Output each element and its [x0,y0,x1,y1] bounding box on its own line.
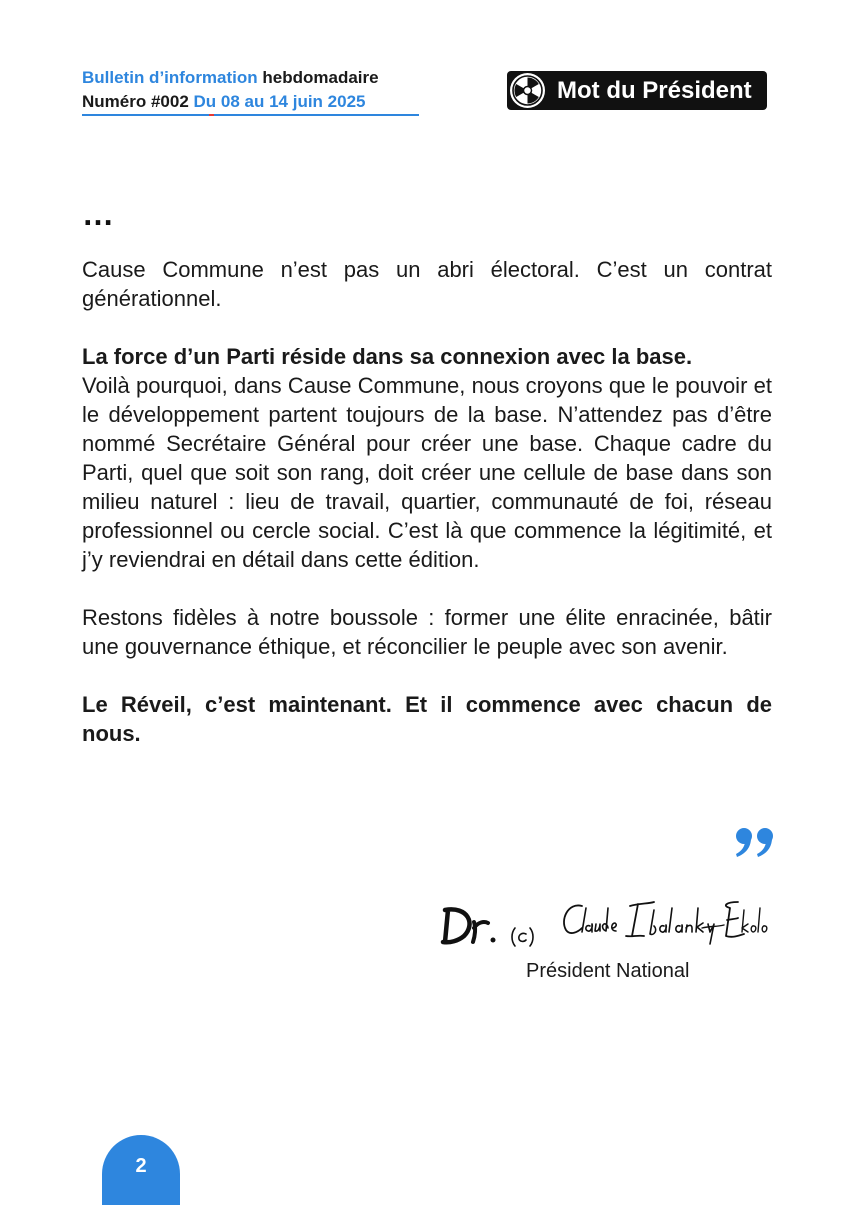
section-badge [507,71,767,110]
signatory-title: Président National [526,960,690,982]
closing-statement: Le Réveil, c’est maintenant. Et il commence avec chacun de nous. [82,692,772,746]
page-number: 2 [102,1135,180,1205]
issue-dates: Du 08 au 14 juin 2025 [193,92,366,111]
header-underline [82,114,419,116]
paragraph: Cause Commune n’est pas un abri électoral. C’est un contrat générationnel. [82,257,772,311]
president-message [82,255,772,748]
party-logo-icon [510,73,545,108]
issue-number: Numéro #002 [82,92,189,111]
ellipsis: … [82,196,115,232]
bulletin-label: Bulletin d’information [82,68,258,87]
bulletin-header [82,66,379,114]
bulletin-frequency: hebdomadaire [262,68,379,87]
bold-statement: La force d’un Parti réside dans sa connexion avec la base. [82,344,693,369]
paragraph-text: Voilà pourquoi, dans Cause Commune, nous croyons que le pouvoir et le développement partent toujours de la base. N’attendez pas d’être nommé Secrétaire Général pour créer une base. Chaque cadre du Parti, quel que soit son rang, doit créer une cellule de base dans son milieu naturel : lieu de travail, quartier, communauté de foi, réseau professionnel ou cercle social. C’est là que commence la légitimité, et j’y reviendrai en détail dans cette édition. [82,373,772,572]
closing-quote-icon [734,826,776,863]
paragraph [82,342,772,574]
section-title: Mot du Président [557,76,752,104]
signature-image [440,900,770,957]
paragraph: Restons fidèles à notre boussole : former une élite enracinée, bâtir une gouvernance éthique, et réconcilier le peuple avec son avenir. [82,605,772,659]
